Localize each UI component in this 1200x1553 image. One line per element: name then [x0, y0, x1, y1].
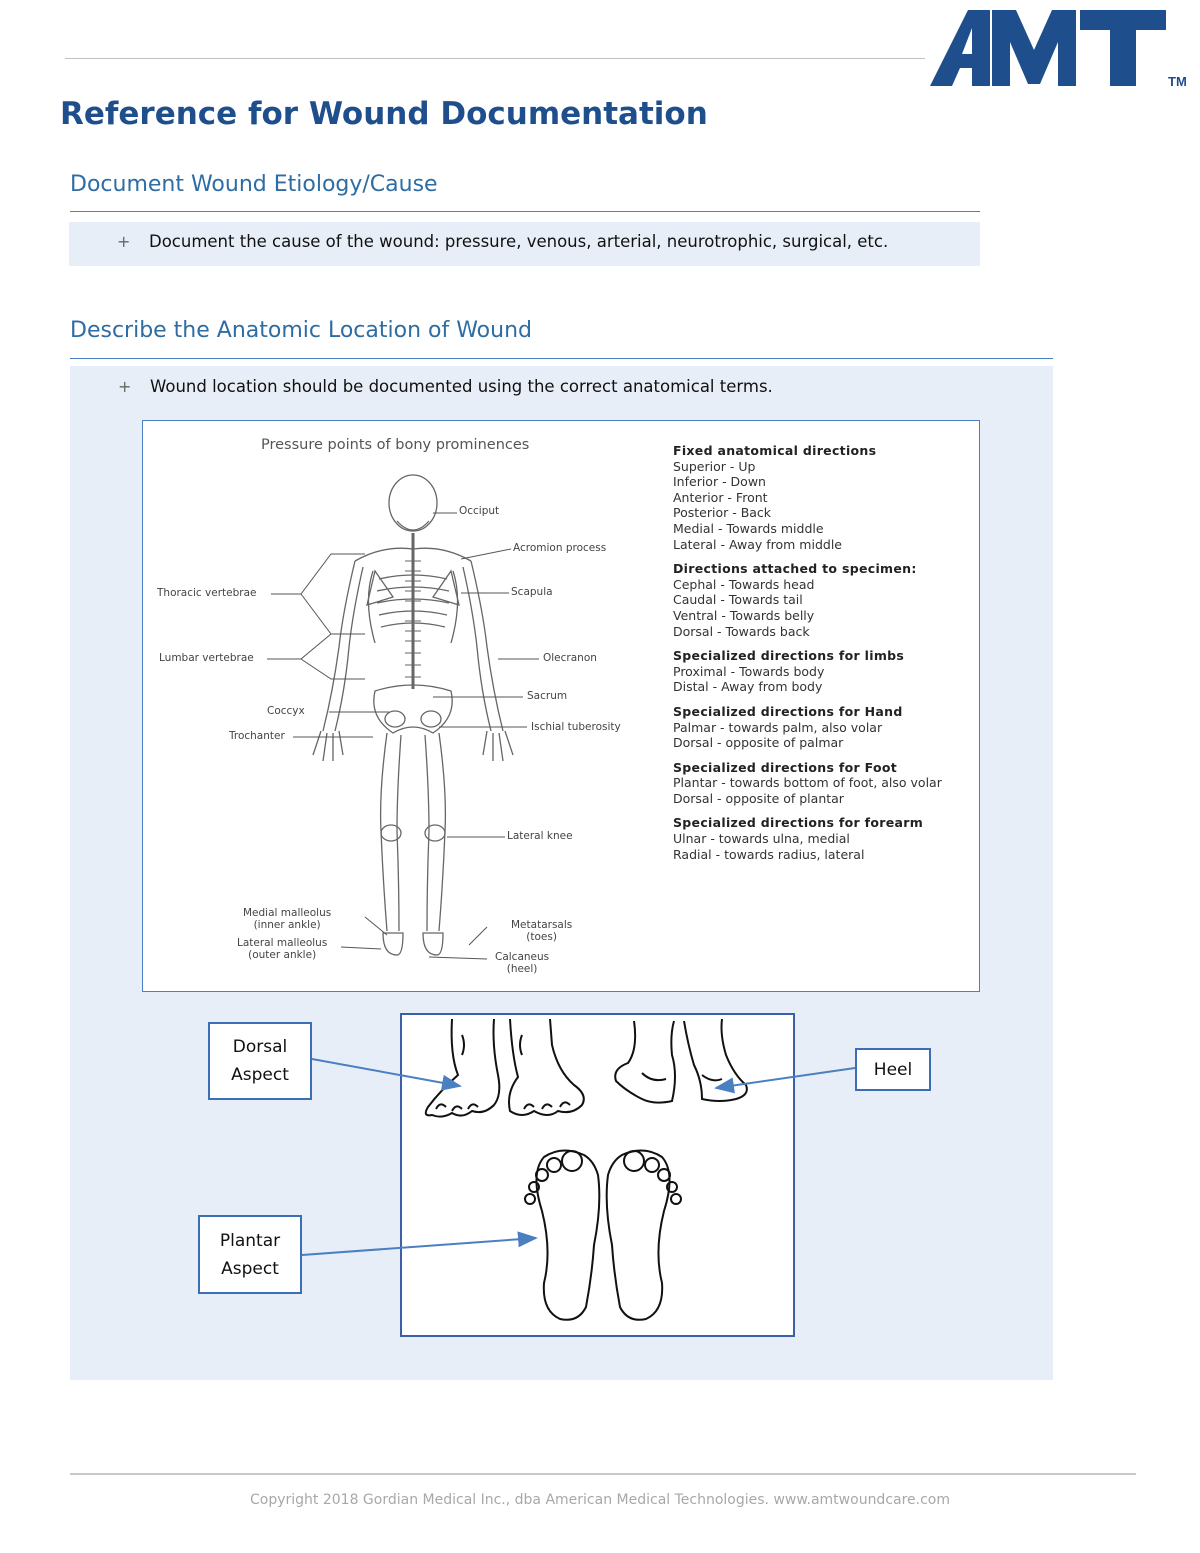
etiology-bullet-text: Document the cause of the wound: pressure, venous, arterial, neurotrophic, surgical, etc. — [149, 232, 889, 251]
footer-rule — [70, 1473, 1136, 1475]
directions-group-limbs: Specialized directions for limbs Proximal - Towards body Distal - Away from body — [673, 648, 905, 695]
location-bullet — [118, 377, 773, 396]
section-etiology-rule — [70, 211, 980, 212]
directions-group-specimen: Directions attached to specimen: Cephal - Towards head Caudal - Towards tail Ventral - Towards belly Dorsal - Towards back — [673, 561, 917, 639]
skeleton-illustration — [143, 421, 663, 991]
section-location-rule — [70, 358, 1053, 359]
directions-group-fixed: Fixed anatomical directions Superior - Up Inferior - Down Anterior - Front Posterior - Back Medial - Towards middle Lateral - Away from middle — [673, 443, 877, 552]
label-acromion: Acromion process — [513, 542, 607, 554]
etiology-bullet — [117, 232, 888, 251]
callout-dorsal-aspect: Dorsal Aspect — [208, 1022, 312, 1100]
section-etiology-heading: Document Wound Etiology/Cause — [70, 172, 438, 197]
plus-icon: + — [117, 232, 131, 251]
label-medial-malleolus: Medial malleolus (inner ankle) — [243, 907, 332, 931]
callout-heel: Heel — [855, 1048, 931, 1091]
label-thoracic: Thoracic vertebrae — [157, 587, 257, 599]
etiology-band — [69, 222, 980, 266]
label-coccyx: Coccyx — [267, 705, 305, 717]
label-metatarsals: Metatarsals (toes) — [511, 919, 573, 943]
pressure-points-figure — [142, 420, 980, 992]
trademark-text: TM — [1168, 74, 1187, 89]
label-scapula: Scapula — [511, 586, 553, 598]
plus-icon: + — [118, 377, 132, 396]
callout-plantar-aspect: Plantar Aspect — [198, 1215, 302, 1294]
label-olecranon: Olecranon — [543, 652, 597, 664]
header-rule — [65, 58, 925, 59]
label-lumbar: Lumbar vertebrae — [159, 652, 254, 664]
section-location-heading: Describe the Anatomic Location of Wound — [70, 318, 532, 343]
label-occiput: Occiput — [459, 505, 500, 517]
directions-group-foot: Specialized directions for Foot Plantar - towards bottom of foot, also volar Dorsal - opposite of plantar — [673, 759, 942, 806]
figure-title: Pressure points of bony prominences — [261, 437, 530, 453]
feet-illustration-box — [400, 1013, 795, 1337]
label-lateral-knee: Lateral knee — [507, 830, 573, 842]
label-sacrum: Sacrum — [527, 690, 568, 702]
label-ischial: Ischial tuberosity — [531, 721, 621, 733]
amt-logo — [930, 6, 1192, 92]
footer-copyright: Copyright 2018 Gordian Medical Inc., dba American Medical Technologies. www.amtwoundcare.com — [249, 1492, 951, 1508]
label-trochanter: Trochanter — [229, 730, 285, 742]
label-lateral-malleolus: Lateral malleolus (outer ankle) — [237, 937, 328, 961]
feet-illustration — [402, 1015, 793, 1335]
page-title: Reference for Wound Documentation — [60, 96, 708, 132]
directions-group-forearm: Specialized directions for forearm Ulnar - towards ulna, medial Radial - towards radius, lateral — [673, 815, 924, 862]
label-calcaneus: Calcaneus (heel) — [495, 951, 550, 975]
location-bullet-text: Wound location should be documented using the correct anatomical terms. — [150, 377, 773, 396]
directions-legend — [673, 443, 973, 871]
directions-group-hand: Specialized directions for Hand Palmar - towards palm, also volar Dorsal - opposite of palmar — [673, 703, 903, 751]
